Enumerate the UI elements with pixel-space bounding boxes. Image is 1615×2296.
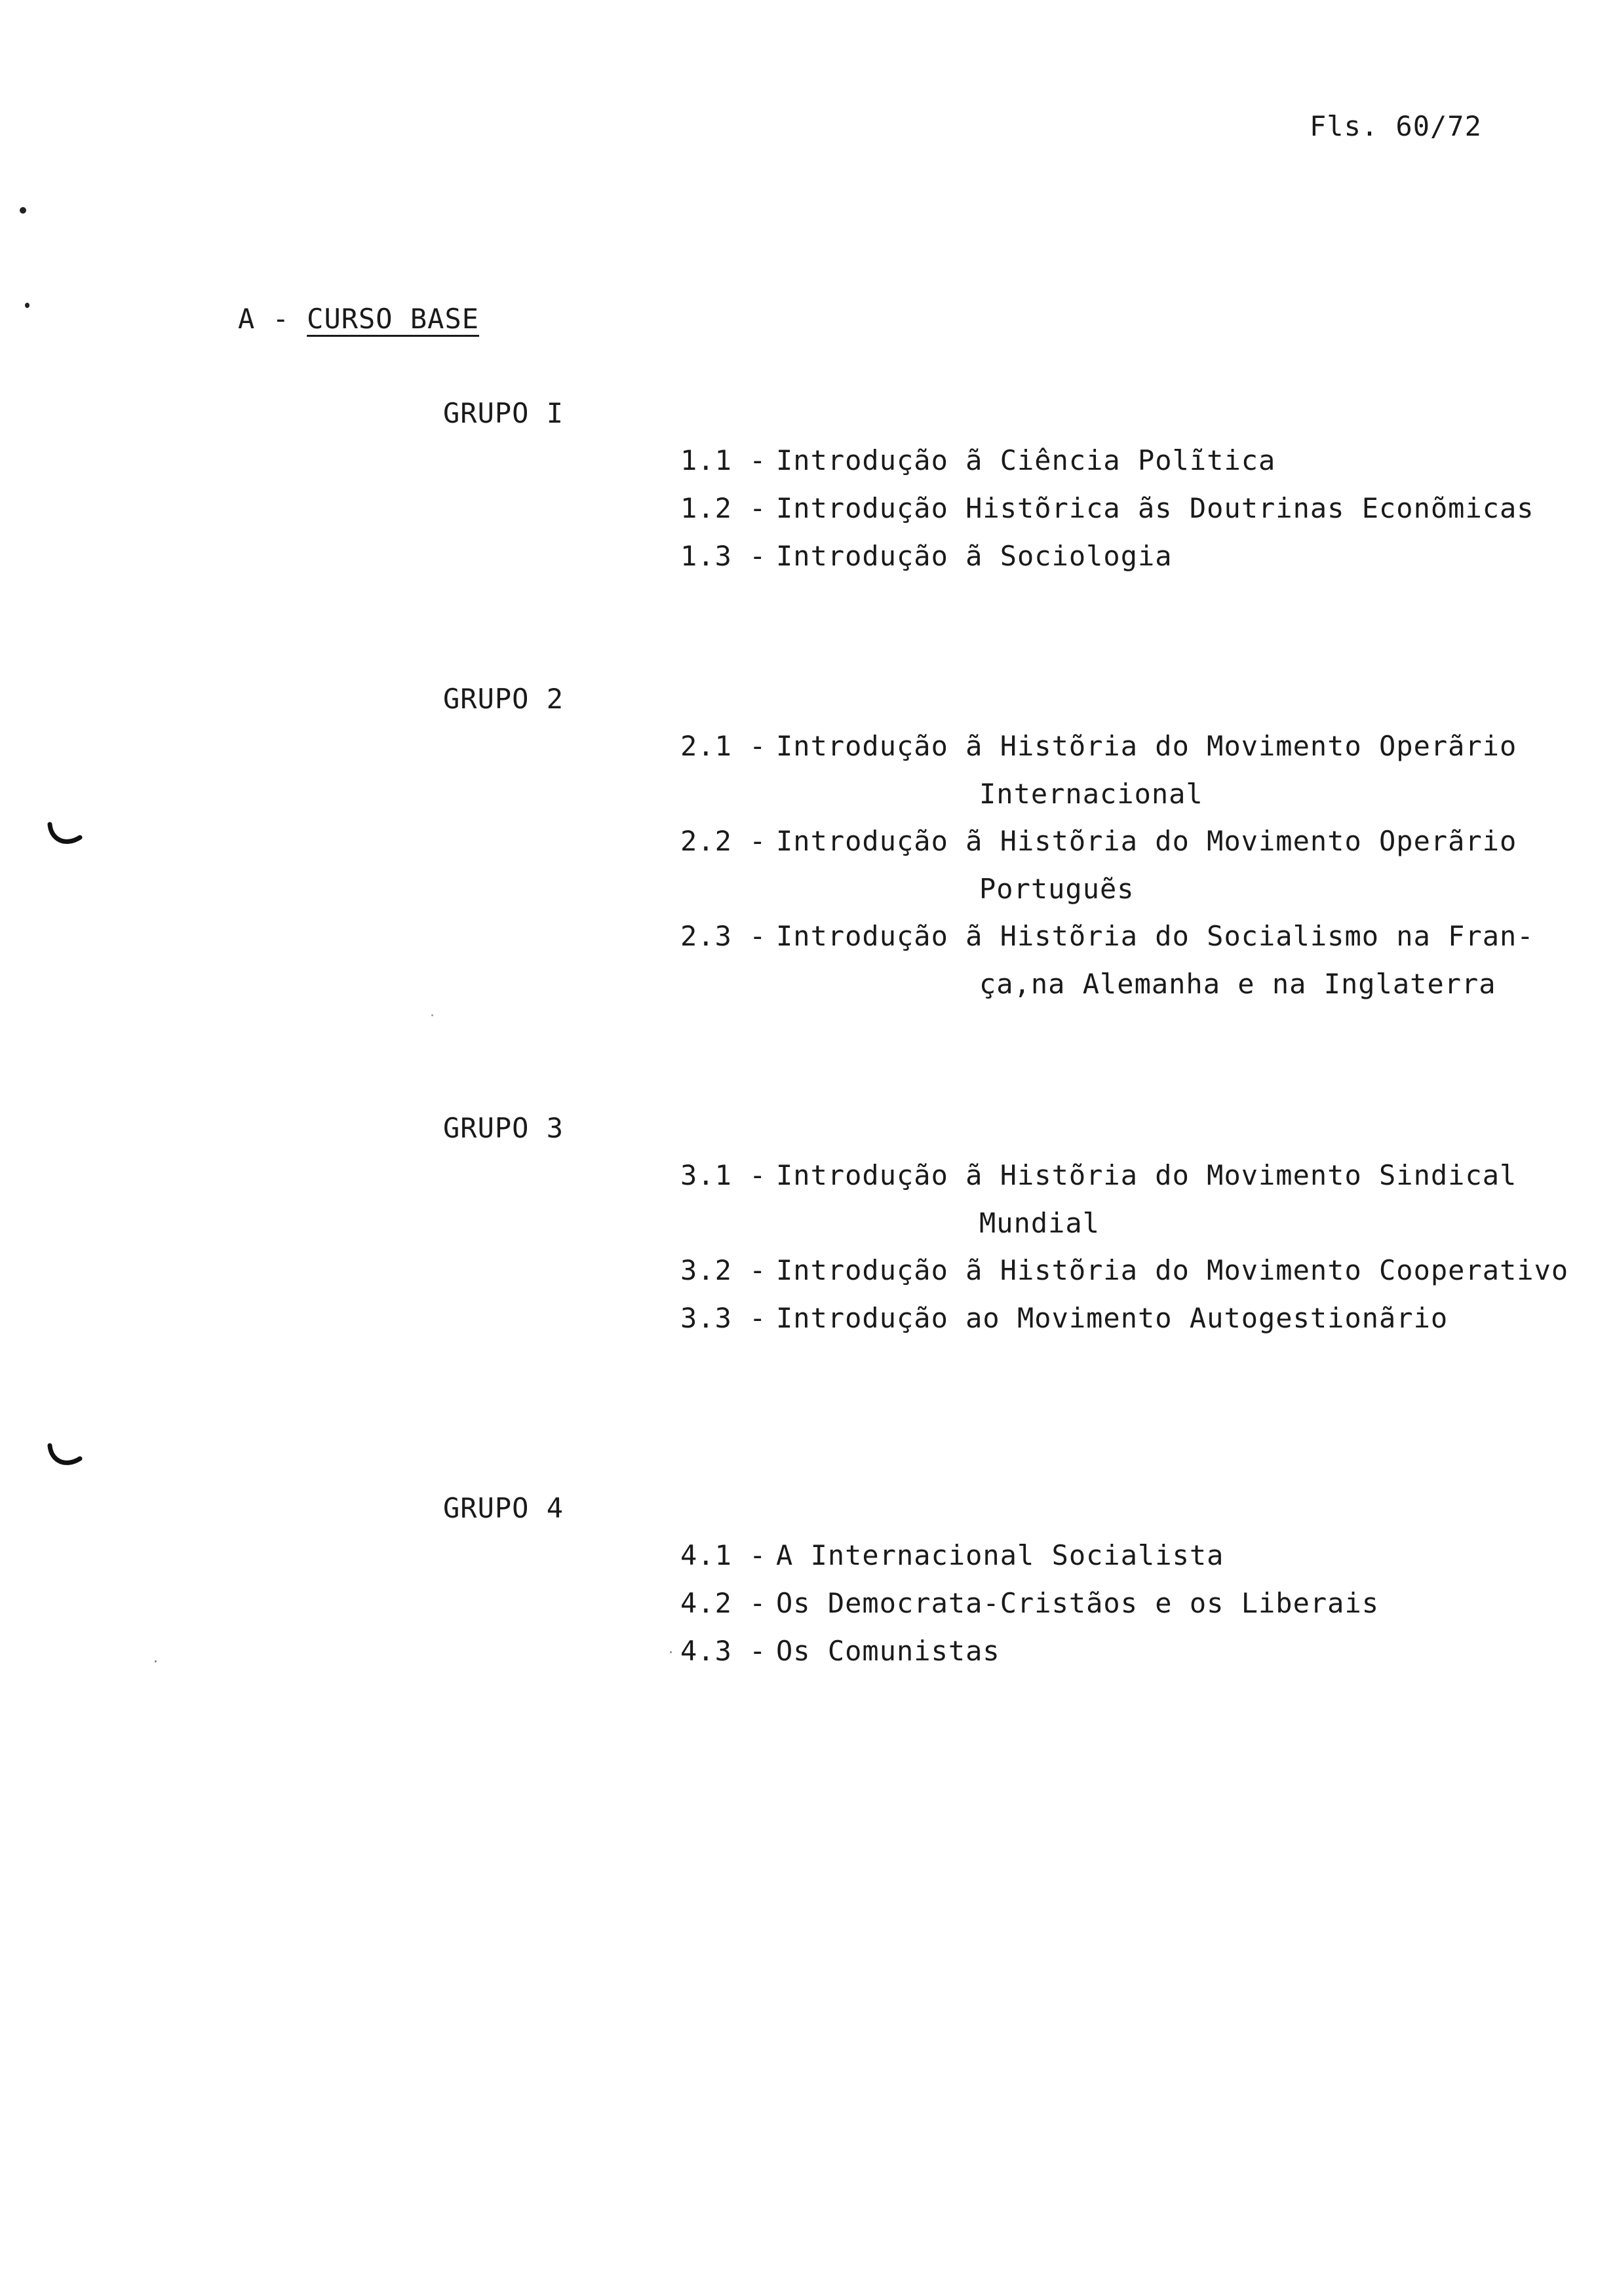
item-3-1-text: Introdução ã Histõria do Movimento Sindical [776, 1159, 1517, 1191]
item-2-1-text: Introdução ã Histõria do Movimento Operãrio [776, 730, 1517, 762]
item-4-2-text: Os Democrata-Cristãos e os Liberais [776, 1587, 1380, 1619]
item-3-2-text: Introdução ã Histõria do Movimento Cooperativo [776, 1254, 1569, 1286]
scan-speck [670, 1651, 672, 1653]
item-1-1-number: 1.1 - [680, 444, 784, 476]
section-title: CURSO BASE [307, 303, 480, 335]
item-1-3-text: Introdução ã Sociologia [776, 540, 1173, 572]
item-1-2-number: 1.2 - [680, 492, 784, 524]
item-4-1-number: 4.1 - [680, 1539, 784, 1571]
punch-hole-mark-icon [46, 1439, 83, 1476]
item-4-3-number: 4.3 - [680, 1635, 784, 1667]
item-2-3-text: Introdução ã Histõria do Socialismo na Fran- [776, 920, 1534, 952]
item-3-1-text-cont: Mundial [979, 1207, 1100, 1239]
group-3-title: GRUPO 3 [443, 1112, 564, 1144]
group-2-title: GRUPO 2 [443, 683, 564, 715]
item-2-3-text-cont: ça,na Alemanha e na Inglaterra [979, 968, 1496, 1000]
item-4-3-text: Os Comunistas [776, 1635, 1000, 1667]
item-1-1-text: Introdução ã Ciência Polĩtica [776, 444, 1276, 476]
item-1-3-number: 1.3 - [680, 540, 784, 572]
punch-hole-mark-icon [46, 818, 83, 854]
group-4-title: GRUPO 4 [443, 1492, 564, 1524]
section-prefix: A - [238, 303, 307, 335]
item-2-3-number: 2.3 - [680, 920, 784, 952]
item-3-3-text: Introdução ao Movimento Autogestionãrio [776, 1302, 1449, 1334]
item-4-2-number: 4.2 - [680, 1587, 784, 1619]
page-number: Fls. 60/72 [1310, 110, 1482, 142]
item-3-2-number: 3.2 - [680, 1254, 784, 1286]
item-2-2-number: 2.2 - [680, 825, 784, 857]
item-3-3-number: 3.3 - [680, 1302, 784, 1334]
item-2-1-number: 2.1 - [680, 730, 784, 762]
item-1-2-text: Introdução Histõrica ãs Doutrinas Econõmicas [776, 492, 1534, 524]
scan-speck [25, 303, 29, 308]
section-heading [238, 305, 479, 333]
item-3-1-number: 3.1 - [680, 1159, 784, 1191]
item-4-1-text: A Internacional Socialista [776, 1539, 1224, 1571]
item-2-2-text: Introdução ã Histõria do Movimento Operãrio [776, 825, 1517, 857]
item-2-1-text-cont: Internacional [979, 778, 1203, 810]
scan-speck [431, 1014, 433, 1016]
item-2-2-text-cont: Portuguẽs [979, 873, 1135, 905]
group-1-title: GRUPO I [443, 397, 564, 429]
scan-speck [20, 207, 26, 214]
scan-speck [155, 1660, 157, 1662]
